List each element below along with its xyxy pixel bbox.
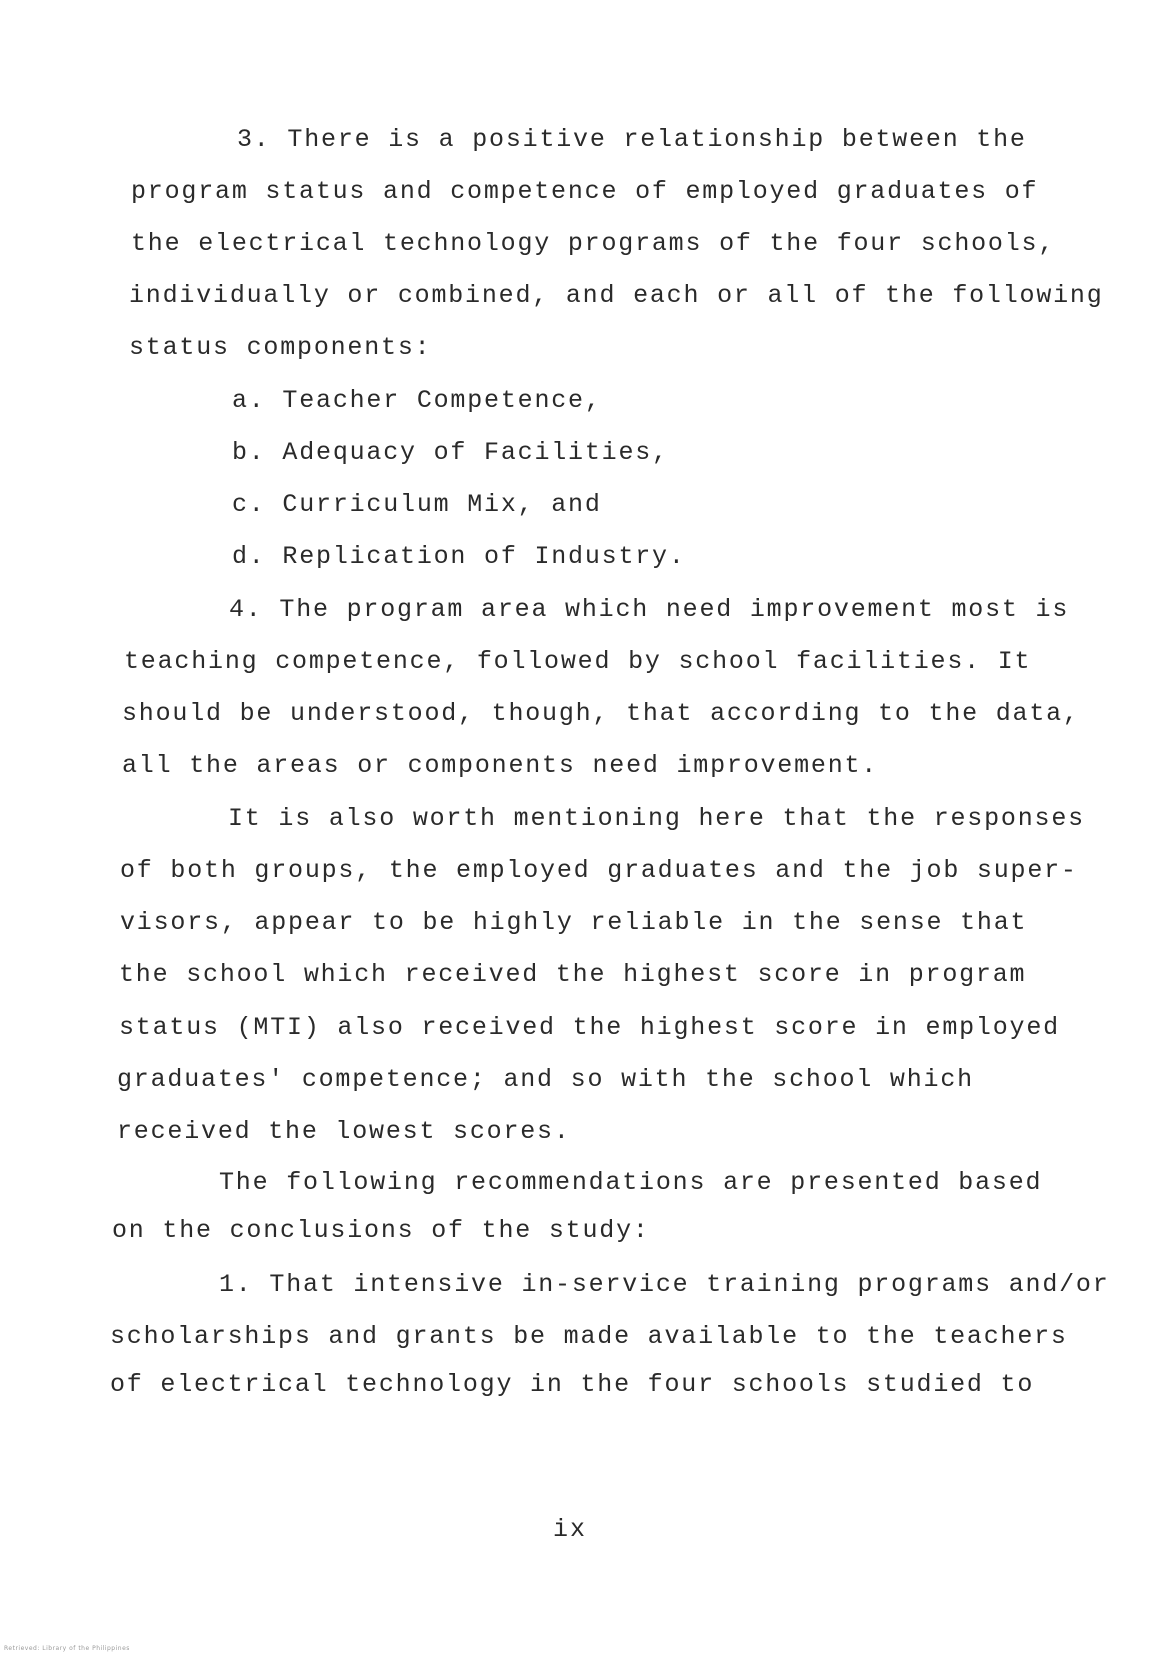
text-line: of both groups, the employed graduates and the job super- xyxy=(120,856,1078,885)
text-line: the electrical technology programs of the four schools, xyxy=(131,229,1056,258)
text-line: It is also worth mentioning here that the responses xyxy=(228,804,1085,833)
text-line: received the lowest scores. xyxy=(117,1117,571,1146)
text-line: 3. There is a positive relationship between the xyxy=(237,125,1027,154)
text-line: status components: xyxy=(129,333,432,362)
text-line: teaching competence, followed by school facilities. It xyxy=(124,647,1032,676)
text-line: of electrical technology in the four schools studied to xyxy=(110,1370,1035,1399)
page-number: ix xyxy=(553,1515,588,1544)
text-line: 1. That intensive in-service training programs and/or xyxy=(219,1270,1110,1299)
text-line: graduates' competence; and so with the school which xyxy=(117,1065,974,1094)
text-line: The following recommendations are presented based xyxy=(219,1168,1043,1197)
text-line: 4. The program area which need improvement most is xyxy=(229,595,1070,624)
text-line: all the areas or components need improvement. xyxy=(122,751,879,780)
list-item: d. Replication of Industry. xyxy=(232,542,686,571)
text-line: scholarships and grants be made available to the teachers xyxy=(110,1322,1068,1351)
text-line: program status and competence of employed graduates of xyxy=(131,177,1039,206)
text-line: should be understood, though, that according to the data, xyxy=(122,699,1080,728)
list-item: b. Adequacy of Facilities, xyxy=(232,438,669,467)
text-line: the school which received the highest score in program xyxy=(119,960,1027,989)
text-line: on the conclusions of the study: xyxy=(112,1216,650,1245)
list-item: a. Teacher Competence, xyxy=(232,386,602,415)
text-line: individually or combined, and each or all of the following xyxy=(129,281,1104,310)
list-item: c. Curriculum Mix, and xyxy=(232,490,602,519)
text-line: status (MTI) also received the highest score in employed xyxy=(119,1013,1060,1042)
footer-note: Retrieved: Library of the Philippines xyxy=(4,1645,130,1652)
text-line: visors, appear to be highly reliable in the sense that xyxy=(120,908,1028,937)
